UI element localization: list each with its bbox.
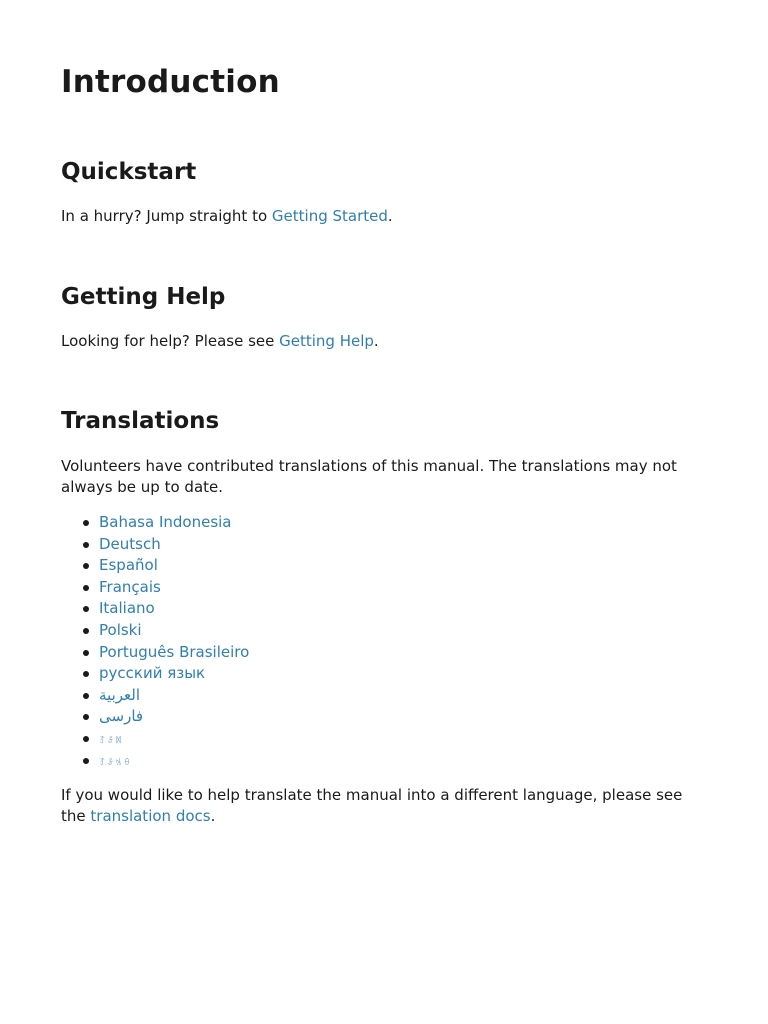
- list-item: [99, 555, 249, 577]
- list-item: [99, 663, 249, 685]
- translation-docs-paragraph: [61, 785, 711, 827]
- language-link-portugues-brasileiro[interactable]: Português Brasileiro: [99, 642, 250, 661]
- list-item: [99, 750, 249, 772]
- page-title: Introduction: [61, 64, 280, 100]
- list-item: [99, 512, 249, 534]
- quickstart-text: In a hurry? Jump straight to: [61, 207, 272, 225]
- list-item: [99, 534, 249, 556]
- list-item: [99, 685, 249, 707]
- list-item: [99, 642, 249, 664]
- quickstart-text-end: .: [387, 207, 393, 225]
- list-item: [99, 706, 249, 728]
- language-link-francais[interactable]: Français: [99, 577, 161, 596]
- getting-help-link[interactable]: Getting Help: [279, 332, 374, 350]
- language-link-persian[interactable]: فارسی: [99, 707, 144, 726]
- translation-docs-link[interactable]: translation docs: [90, 807, 211, 825]
- getting-help-paragraph: [61, 331, 379, 352]
- translation-docs-text-end: .: [210, 807, 216, 825]
- list-item: [99, 728, 249, 750]
- language-link-bahasa-indonesia[interactable]: Bahasa Indonesia: [99, 513, 232, 531]
- language-link-russian[interactable]: русский язык: [99, 664, 206, 683]
- language-link-polski[interactable]: Polski: [99, 620, 142, 639]
- getting-help-text: Looking for help? Please see: [61, 332, 280, 350]
- language-link-arabic[interactable]: العربية: [99, 685, 140, 704]
- translations-list: [61, 512, 249, 771]
- language-link-yi-1[interactable]: ꆈꌠꉙ: [99, 735, 124, 745]
- list-item: [99, 598, 249, 620]
- quickstart-paragraph: [61, 206, 393, 227]
- language-link-italiano[interactable]: Italiano: [99, 599, 155, 618]
- translations-intro-paragraph: Volunteers have contributed translations of this manual. The translations may not always be up to date.: [61, 457, 677, 496]
- list-item: [99, 620, 249, 642]
- translation-docs-text: If you would like to help translate the manual into a different language, please see the: [61, 786, 683, 825]
- section-heading-translations: Translations: [61, 408, 220, 434]
- language-link-yi-2[interactable]: ꆈꌠꁱꂷ: [99, 757, 132, 767]
- section-heading-quickstart: Quickstart: [61, 159, 197, 185]
- getting-help-text-end: .: [373, 332, 379, 350]
- getting-started-link[interactable]: Getting Started: [271, 207, 388, 225]
- language-link-espanol[interactable]: Español: [99, 556, 158, 575]
- section-heading-getting-help: Getting Help: [61, 284, 226, 310]
- language-link-deutsch[interactable]: Deutsch: [99, 534, 161, 553]
- list-item: [99, 577, 249, 599]
